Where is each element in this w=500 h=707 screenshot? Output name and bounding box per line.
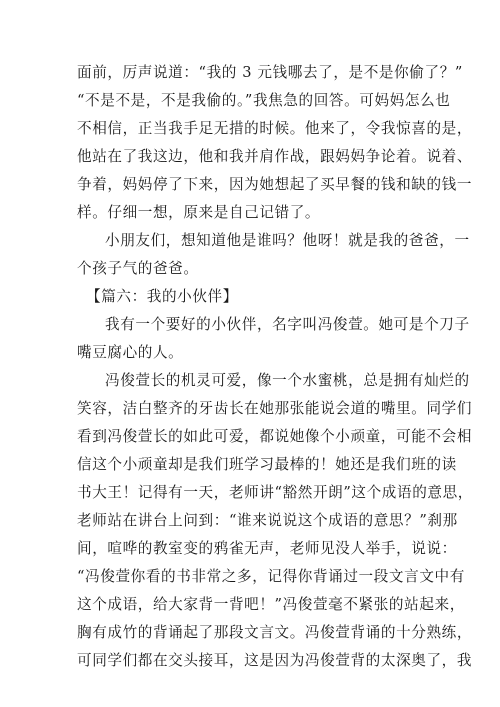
text-line: 信这个小顽童却是我们班学习最棒的！她还是我们班的读 <box>77 456 457 473</box>
text-line: 不相信，正当我手足无措的时候。他来了，令我惊喜的是， <box>77 120 473 137</box>
text-line: 胸有成竹的背诵起了那段文言文。冯俊萱背诵的十分熟练， <box>77 624 473 641</box>
text-line: 书大王！记得有一天，老师讲“豁然开朗”这个成语的意思， <box>77 484 473 501</box>
text-line: 这个成语，给大家背一背吧！”冯俊萱毫不紧张的站起来， <box>77 596 465 613</box>
section-heading: 【篇六：我的小伙伴】 <box>86 288 238 305</box>
text-line: “冯俊萱你看的书非常之多，记得你背诵过一段文言文中有 <box>77 568 465 585</box>
text-line: 笑容，洁白整齐的牙齿长在她那张能说会道的嘴里。同学们 <box>77 400 473 417</box>
text-line: 面前，厉声说道：“我的 3 元钱哪去了，是不是你偷了？” <box>77 64 463 81</box>
text-line: 老师站在讲台上问到：“谁来说说这个成语的意思？”刹那 <box>77 512 458 529</box>
text-line: 他站在了我这边，他和我并肩作战，跟妈妈争论着。说着、 <box>77 148 473 165</box>
text-line: “不是不是，不是我偷的。”我焦急的回答。可妈妈怎么也 <box>77 92 451 109</box>
text-line: 看到冯俊萱长的如此可爱，都说她像个小顽童，可能不会相 <box>77 428 473 445</box>
paragraph-first-line: 冯俊萱长的机灵可爱，像一个水蜜桃，总是拥有灿烂的 <box>105 372 470 389</box>
paragraph-first-line: 我有一个要好的小伙伴，名字叫冯俊萱。她可是个刀子 <box>105 316 470 333</box>
text-line: 个孩子气的爸爸。 <box>77 260 199 277</box>
text-line: 间，喧哗的教室变的鸦雀无声，老师见没人举手，说说： <box>77 540 457 557</box>
text-line: 可同学们都在交头接耳，这是因为冯俊萱背的太深奥了，我 <box>77 652 473 669</box>
text-line: 样。仔细一想，原来是自己记错了。 <box>77 204 321 221</box>
text-line: 争着，妈妈停了下来，因为她想起了买早餐的钱和缺的钱一 <box>77 176 473 193</box>
paragraph-first-line: 小朋友们，想知道他是谁吗？他呀！就是我的爸爸，一 <box>105 232 470 249</box>
text-line: 嘴豆腐心的人。 <box>77 344 184 361</box>
